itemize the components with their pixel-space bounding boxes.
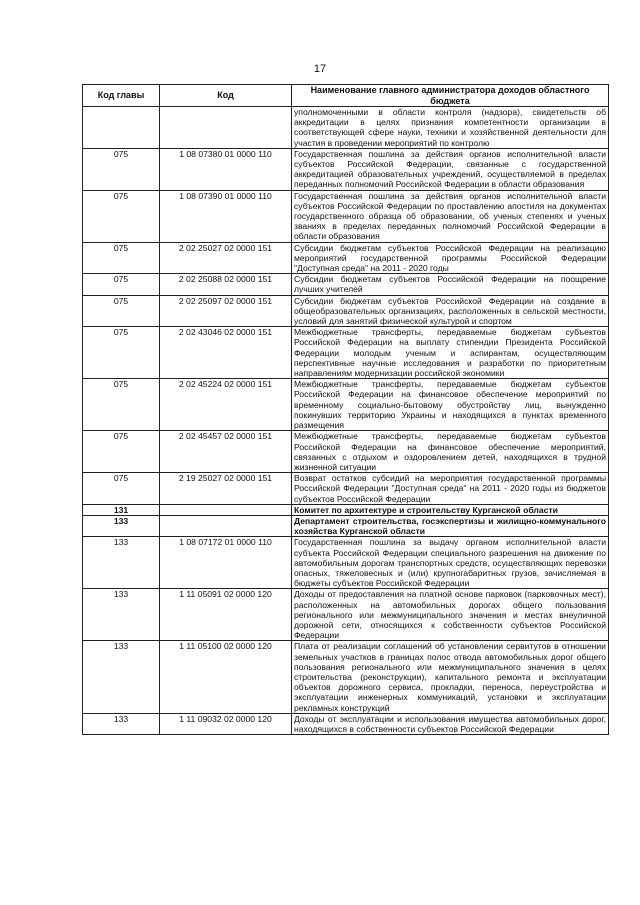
row-head-code: 075 — [83, 274, 160, 295]
table-row — [83, 379, 609, 431]
revenue-administrators-table — [82, 84, 609, 735]
row-name: Межбюджетные трансферты, передаваемые бюджетам субъектов Российской Федерации на финансовое обеспечение мероприятий, связанных с отдыхом и оздоровлением детей, находящихся в трудной жизненной ситуации — [292, 431, 609, 473]
row-name: Субсидии бюджетам субъектов Российской Федерации на поощрение лучших учителей — [292, 274, 609, 295]
row-name: Плата от реализации соглашений об установлении сервитутов в отношении земельных участков в границах полос отвода автомобильных дорог общего пользования регионального или межмуниципального значения в целях строительства (реконструкции), капитального ремонта и эксплуатации объектов дорожного сервиса, прокладки, переноса, переустройства и эксплуатации инженерных коммуникаций, установки и эксплуатации рекламных конструкций — [292, 641, 609, 713]
row-code — [160, 504, 292, 515]
row-name: Комитет по архитектуре и строительству Курганской области — [292, 504, 609, 515]
row-code: 1 08 07172 01 0000 110 — [160, 537, 292, 589]
table-row — [83, 242, 609, 274]
row-name: Государственная пошлина за выдачу органом исполнительной власти субъекта Российской Федерации специального разрешения на движение по автомобильным дорогам транспортных средств, осуществляющих перевозки опасных, тяжеловесных и (или) крупногабаритных грузов, зачисляемая в бюджеты субъектов Российской Федерации — [292, 537, 609, 589]
row-name: Государственная пошлина за действия органов исполнительной власти субъектов Российской Федерации, связанные с государственной аккредитацией образовательных учреждений, осуществляемой в пределах переданных полномочий Российской Федерации в области образования — [292, 148, 609, 190]
table-row — [83, 589, 609, 641]
row-code: 2 02 43046 02 0000 151 — [160, 327, 292, 379]
row-head-code: 075 — [83, 327, 160, 379]
table-row — [83, 473, 609, 505]
row-code: 1 11 05100 02 0000 120 — [160, 641, 292, 713]
row-code — [160, 107, 292, 149]
table-row — [83, 713, 609, 734]
row-name: Субсидии бюджетам субъектов Российской Федерации на создание в общеобразовательных организациях, расположенных в сельской местности, условий для занятий физической культурой и спортом — [292, 295, 609, 327]
table-row — [83, 327, 609, 379]
row-head-code: 133 — [83, 537, 160, 589]
row-code: 2 19 25027 02 0000 151 — [160, 473, 292, 505]
table-row — [83, 504, 609, 515]
table-row — [83, 515, 609, 536]
row-name: Департамент строительства, госэкспертизы и жилищно-коммунального хозяйства Курганской области — [292, 515, 609, 536]
row-name: Доходы от эксплуатации и использования имущества автомобильных дорог, находящихся в собственности субъектов Российской Федерации — [292, 713, 609, 734]
table-row — [83, 190, 609, 242]
row-head-code: 075 — [83, 431, 160, 473]
row-head-code — [83, 107, 160, 149]
table-row — [83, 641, 609, 713]
row-name: уполномоченными в области контроля (надзора), свидетельств об аккредитации в целях признания компетентности организации в соответствующей сфере науки, техники и хозяйственной деятельности для участия в проведении мероприятий по контролю — [292, 107, 609, 149]
row-head-code: 075 — [83, 295, 160, 327]
table-row — [83, 295, 609, 327]
row-head-code: 131 — [83, 504, 160, 515]
table-row — [83, 537, 609, 589]
row-code: 1 11 05091 02 0000 120 — [160, 589, 292, 641]
row-head-code: 133 — [83, 641, 160, 713]
table-row — [83, 274, 609, 295]
row-name: Доходы от предоставления на платной основе парковок (парковочных мест), расположенных на автомобильных дорогах общего пользования регионального или межмуниципального значения и местах внеуличной дорожной сети, относящихся к собственности субъектов Российской Федерации — [292, 589, 609, 641]
row-head-code: 075 — [83, 379, 160, 431]
table-row — [83, 148, 609, 190]
row-name: Возврат остатков субсидий на мероприятия государственной программы Российской Федерации "Доступная среда" на 2011 - 2020 годы из бюджетов субъектов Российской Федерации — [292, 473, 609, 505]
table-row — [83, 431, 609, 473]
row-code — [160, 515, 292, 536]
row-head-code: 133 — [83, 515, 160, 536]
header-name: Наименование главного администратора доходов областного бюджета — [292, 85, 609, 107]
row-code: 2 02 25097 02 0000 151 — [160, 295, 292, 327]
row-code: 2 02 25088 02 0000 151 — [160, 274, 292, 295]
table-row — [83, 107, 609, 149]
row-head-code: 075 — [83, 242, 160, 274]
row-head-code: 075 — [83, 148, 160, 190]
row-code: 2 02 25027 02 0000 151 — [160, 242, 292, 274]
page-number: 17 — [313, 63, 327, 75]
row-head-code: 075 — [83, 190, 160, 242]
table-header-row — [83, 85, 609, 107]
row-head-code: 133 — [83, 589, 160, 641]
row-name: Межбюджетные трансферты, передаваемые бюджетам субъектов Российской Федерации на финансовое обеспечение мероприятий по временному социально-бытовому обустройству лиц, вынужденно покинувших территорию Украины и находящихся в пунктах временного размещения — [292, 379, 609, 431]
header-head-code: Код главы — [83, 85, 160, 107]
row-name: Субсидии бюджетам субъектов Российской Федерации на реализацию мероприятий государственной программы Российской Федерации "Доступная среда" на 2011 - 2020 годы — [292, 242, 609, 274]
row-name: Государственная пошлина за действия органов исполнительной власти субъектов Российской Федерации по проставлению апостиля на документах государственного образца об образовании, об ученых степенях и ученых званиях в пределах переданных полномочий Российской Федерации в области образования — [292, 190, 609, 242]
row-code: 1 08 07390 01 0000 110 — [160, 190, 292, 242]
row-head-code: 075 — [83, 473, 160, 505]
row-code: 1 11 09032 02 0000 120 — [160, 713, 292, 734]
row-code: 2 02 45457 02 0000 151 — [160, 431, 292, 473]
header-code: Код — [160, 85, 292, 107]
row-code: 2 02 45224 02 0000 151 — [160, 379, 292, 431]
row-code: 1 08 07380 01 0000 110 — [160, 148, 292, 190]
row-name: Межбюджетные трансферты, передаваемые бюджетам субъектов Российской Федерации на выплату стипендии Президента Российской Федерации молодым ученым и аспирантам, осуществляющим перспективные научные исследования и разработки по приоритетным направлениям модернизации российской экономики — [292, 327, 609, 379]
row-head-code: 133 — [83, 713, 160, 734]
